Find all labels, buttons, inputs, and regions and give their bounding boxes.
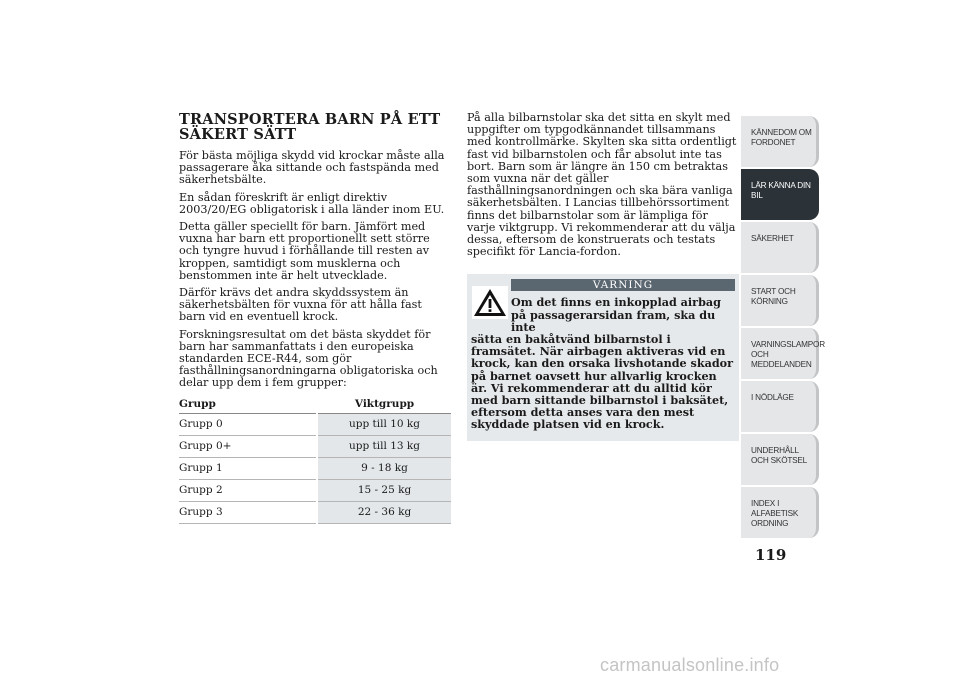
chapter-sidebar: [741, 116, 825, 540]
table-cell: Grupp 2: [179, 479, 317, 501]
table-row: [179, 457, 451, 479]
paragraph: En sådan föreskrift är enligt direktiv 2003/20/EG obligatorisk i alla länder inom EU.: [179, 190, 445, 216]
warning-box: [467, 274, 739, 440]
warning-body: sätta en bakåtvänd bilbarnstol i framsätet. När airbagen aktiveras vid en krock, kan den orsaka livshotande skador på barnet oavsett hur allvarlig krocken är. Vi rekommenderar att du alltid kör med barn sittande bilbarnstol i baksätet, eftersom detta anses vara den mest skyddade platsen vid en krock.: [471, 332, 734, 432]
section-title: TRANSPORTERA BARN PÅ ETT SÄKERT SÄTT: [179, 111, 441, 143]
tab-underhall-och-skotsel[interactable]: UNDERHÅLL OCH SKÖTSEL: [741, 434, 819, 485]
warning-lead: Om det finns en inkopplad airbag på passagerarsidan fram, ska du inte: [511, 295, 721, 334]
tab-kannedom-om-fordonet[interactable]: KÄNNEDOM OM FORDONET: [741, 116, 819, 167]
table-cell: Grupp 1: [179, 457, 317, 479]
column-header-group: Grupp: [179, 395, 317, 414]
watermark: carmanualsonline.info: [600, 655, 780, 675]
table-cell: upp till 10 kg: [317, 413, 451, 435]
warning-heading: VARNING: [511, 279, 735, 291]
column-header-weight: Viktgrupp: [317, 395, 451, 414]
table-cell: Grupp 0: [179, 413, 317, 435]
right-column: [467, 112, 739, 441]
table-header-row: [179, 395, 451, 414]
table-row: [179, 435, 451, 457]
paragraph: Detta gäller speciellt för barn. Jämfört med vuxna har barn ett proportionellt sett större och tyngre huvud i förhållande till resten av kroppen, samtidigt som musklerna och benstommen inte är helt utvecklade.: [179, 220, 430, 282]
table-cell: Grupp 3: [179, 501, 317, 523]
table-cell: 15 - 25 kg: [317, 479, 451, 501]
tab-lar-kanna-din-bil[interactable]: LÄR KÄNNA DIN BIL: [741, 169, 819, 220]
paragraph: För bästa möjliga skydd vid krockar måste alla passagerare åka sittande och fastspända med säkerhetsbälte.: [179, 149, 445, 187]
tab-index[interactable]: INDEX I ALFABETISK ORDNING: [741, 487, 819, 538]
table-cell: upp till 13 kg: [317, 435, 451, 457]
tab-sakerhet[interactable]: SÄKERHET: [741, 222, 819, 273]
table-cell: Grupp 0+: [179, 435, 317, 457]
paragraph: Forskningsresultat om det bästa skyddet för barn har sammanfattats i den europeiska standarden ECE-R44, som gör fasthållningsanordningarna obligatoriska och delar upp dem i fem grupper:: [179, 327, 438, 390]
left-column: [179, 112, 451, 524]
tab-start-och-korning[interactable]: START OCH KÖRNING: [741, 275, 819, 326]
weight-group-table: [179, 395, 451, 524]
warning-triangle-icon: [472, 286, 508, 319]
tab-varningslampor[interactable]: VARNINGSLAMPOR OCH MEDDELANDEN: [741, 328, 819, 379]
paragraph: Därför krävs det andra skyddssystem än säkerhetsbälten för vuxna för att hålla fast barn vid en eventuell krock.: [179, 286, 422, 324]
table-row: [179, 479, 451, 501]
tab-i-nodlage[interactable]: I NÖDLÄGE: [741, 381, 819, 432]
paragraph: På alla bilbarnstolar ska det sitta en skylt med uppgifter om typgodkännandet tillsammans med kontrollmärke. Skylten ska sitta ordentligt fast vid bilbarnstolen och får absolut inte tas bort. Barn som är längre än 150 cm betraktas som vuxna när det gäller fasthållningsanordningen och ska bära vanliga säkerhetsbälten. I Lancias tillbehörssortiment finns det bilbarnstolar som är lämpliga för varje viktgrupp. Vi rekommenderar att du välja dessa, eftersom de konstruerats och testats specifikt för Lancia-fordon.: [467, 111, 737, 259]
table-row: [179, 501, 451, 523]
table-row: [179, 413, 451, 435]
table-cell: 9 - 18 kg: [317, 457, 451, 479]
table-cell: 22 - 36 kg: [317, 501, 451, 523]
page-number: 119: [755, 546, 787, 564]
